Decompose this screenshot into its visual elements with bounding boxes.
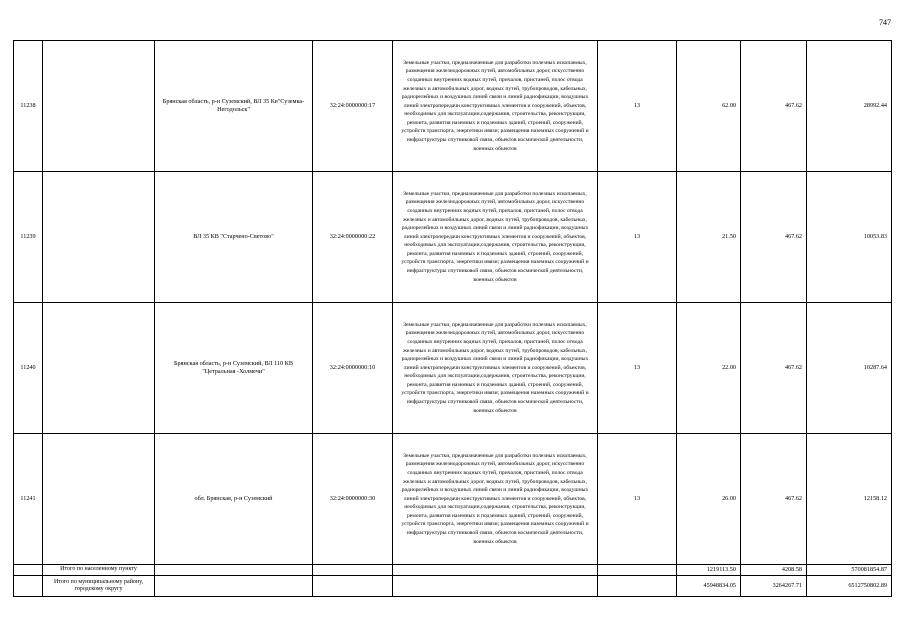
group-code: 13 xyxy=(598,434,677,565)
value-cell: 10053.83 xyxy=(807,172,892,303)
empty-cell xyxy=(393,576,598,597)
value-cell: 12158.12 xyxy=(807,434,892,565)
group-code: 13 xyxy=(598,172,677,303)
empty-cell xyxy=(598,576,677,597)
purpose-cell: Земельные участки, предназначенные для разработки полезных ископаемых, размещения железнодорожных путей, автомобильных дорог, искусственно созданных внутренних водных путей, причалов, пристаней, полос отвода железных и автомобильных дорог, водных путей, трубопроводов, кабельных, радиорелейных и воздушных линий связи и линий радиофикации, воздушных линий электропередачи конструктивных элементов и сооружений, объектов, необходимых для эксплуатации,содержания, строительства, реконструкции, ремонта, развития наземных и подземных зданий, строений, сооружений, устройств транспорта, энергетики ивязи; размещения наземных сооружений и инфраструктуры спутниковой связи, объектов космической деятельности, военных объектов xyxy=(393,303,598,434)
empty-cell xyxy=(313,576,393,597)
settlement-total-rate: 4208.58 xyxy=(741,565,807,576)
empty-cell xyxy=(43,41,155,172)
row-id: 11240 xyxy=(14,303,43,434)
group-code: 13 xyxy=(598,41,677,172)
empty-cell xyxy=(155,565,313,576)
empty-cell xyxy=(43,434,155,565)
purpose-cell: Земельные участки, предназначенные для разработки полезных ископаемых, размещения железнодорожных путей, автомобильных дорог, искусственно созданных внутренних водных путей, причалов, пристаней, полос отвода железных и автомобильных дорог, водных путей, трубопроводов, кабельных, радиорелейных и воздушных линий связи и линий радиофикации, воздушных линий электропередачи конструктивных элементов и сооружений, объектов, необходимых для эксплуатации,содержания, строительства, реконструкции, ремонта, развития наземных и подземных зданий, строений, сооружений, устройств транспорта, энергетики ивязи; размещения наземных сооружений и инфраструктуры спутниковой связи, объектов космической деятельности, военных объектов xyxy=(393,41,598,172)
row-id: 11239 xyxy=(14,172,43,303)
cadastral-table xyxy=(13,40,892,597)
cadastral-number: 32:24:0000000:17 xyxy=(313,41,393,172)
empty-cell xyxy=(14,576,43,597)
purpose-cell: Земельные участки, предназначенные для разработки полезных ископаемых, размещения железнодорожных путей, автомобильных дорог, искусственно созданных внутренних водных путей, причалов, пристаней, полос отвода железных и автомобильных дорог, водных путей, трубопроводов, кабельных, радиорелейных и воздушных линий связи и линий радиофикации, воздушных линий электропередачи конструктивных элементов и сооружений, объектов, необходимых для эксплуатации,содержания, строительства, реконструкции, ремонта, развития наземных и подземных зданий, строений, сооружений, устройств транспорта, энергетики ивязи; размещения наземных сооружений и инфраструктуры спутниковой связи, объектов космической деятельности, военных объектов xyxy=(393,172,598,303)
area-cell: 22.00 xyxy=(677,303,741,434)
page-number: 747 xyxy=(879,18,891,27)
empty-cell xyxy=(43,303,155,434)
empty-cell xyxy=(14,565,43,576)
location-cell: Брянская область, р-н Суземский, ВЛ 35 Кв"Суземка-Негодольск" xyxy=(155,41,313,172)
purpose-cell: Земельные участки, предназначенные для разработки полезных ископаемых, размещения железнодорожных путей, автомобильных дорог, искусственно созданных внутренних водных путей, причалов, пристаней, полос отвода железных и автомобильных дорог, водных путей, трубопроводов, кабельных, радиорелейных и воздушных линий связи и линий радиофикации, воздушных линий электропередачи конструктивных элементов и сооружений, объектов, необходимых для эксплуатации,содержания, строительства, реконструкции, ремонта, развития наземных и подземных зданий, строений, сооружений, устройств транспорта, энергетики ивязи; размещения наземных сооружений и инфраструктуры спутниковой связи, объектов космической деятельности, военных объектов xyxy=(393,434,598,565)
cadastral-number: 32:24:0000000:30 xyxy=(313,434,393,565)
cadastral-number: 32:24:0000000:10 xyxy=(313,303,393,434)
rate-cell: 467.62 xyxy=(741,434,807,565)
settlement-total-row xyxy=(14,565,892,576)
value-cell: 10287.64 xyxy=(807,303,892,434)
location-cell: ВЛ 35 КВ "Старченo-Светово" xyxy=(155,172,313,303)
settlement-total-value: 570081854.87 xyxy=(807,565,892,576)
location-cell: обл. Брянская, р-н Суземский xyxy=(155,434,313,565)
table-row xyxy=(14,303,892,434)
rate-cell: 467.62 xyxy=(741,41,807,172)
empty-cell xyxy=(313,565,393,576)
area-cell: 26.00 xyxy=(677,434,741,565)
empty-cell xyxy=(155,576,313,597)
location-cell: Брянская область, р-н Суземский, ВЛ 110 КВ "Цетральная -Холмечи" xyxy=(155,303,313,434)
empty-cell xyxy=(43,172,155,303)
district-total-area: 45948834.05 xyxy=(677,576,741,597)
table-row xyxy=(14,41,892,172)
group-code: 13 xyxy=(598,303,677,434)
table-row xyxy=(14,434,892,565)
district-total-label: Итого по муниципальному району, городскому округу xyxy=(43,576,155,597)
rate-cell: 467.62 xyxy=(741,172,807,303)
cadastral-number: 32:24:0000000:22 xyxy=(313,172,393,303)
settlement-total-label: Итого по населенному пункту xyxy=(43,565,155,576)
empty-cell xyxy=(598,565,677,576)
settlement-total-area: 1219113.50 xyxy=(677,565,741,576)
value-cell: 28992.44 xyxy=(807,41,892,172)
table-row xyxy=(14,172,892,303)
row-id: 11238 xyxy=(14,41,43,172)
empty-cell xyxy=(393,565,598,576)
row-id: 11241 xyxy=(14,434,43,565)
rate-cell: 467.62 xyxy=(741,303,807,434)
district-total-value: 6512750802.89 xyxy=(807,576,892,597)
district-total-rate: 3264267.71 xyxy=(741,576,807,597)
area-cell: 21.50 xyxy=(677,172,741,303)
district-total-row xyxy=(14,576,892,597)
area-cell: 62.00 xyxy=(677,41,741,172)
